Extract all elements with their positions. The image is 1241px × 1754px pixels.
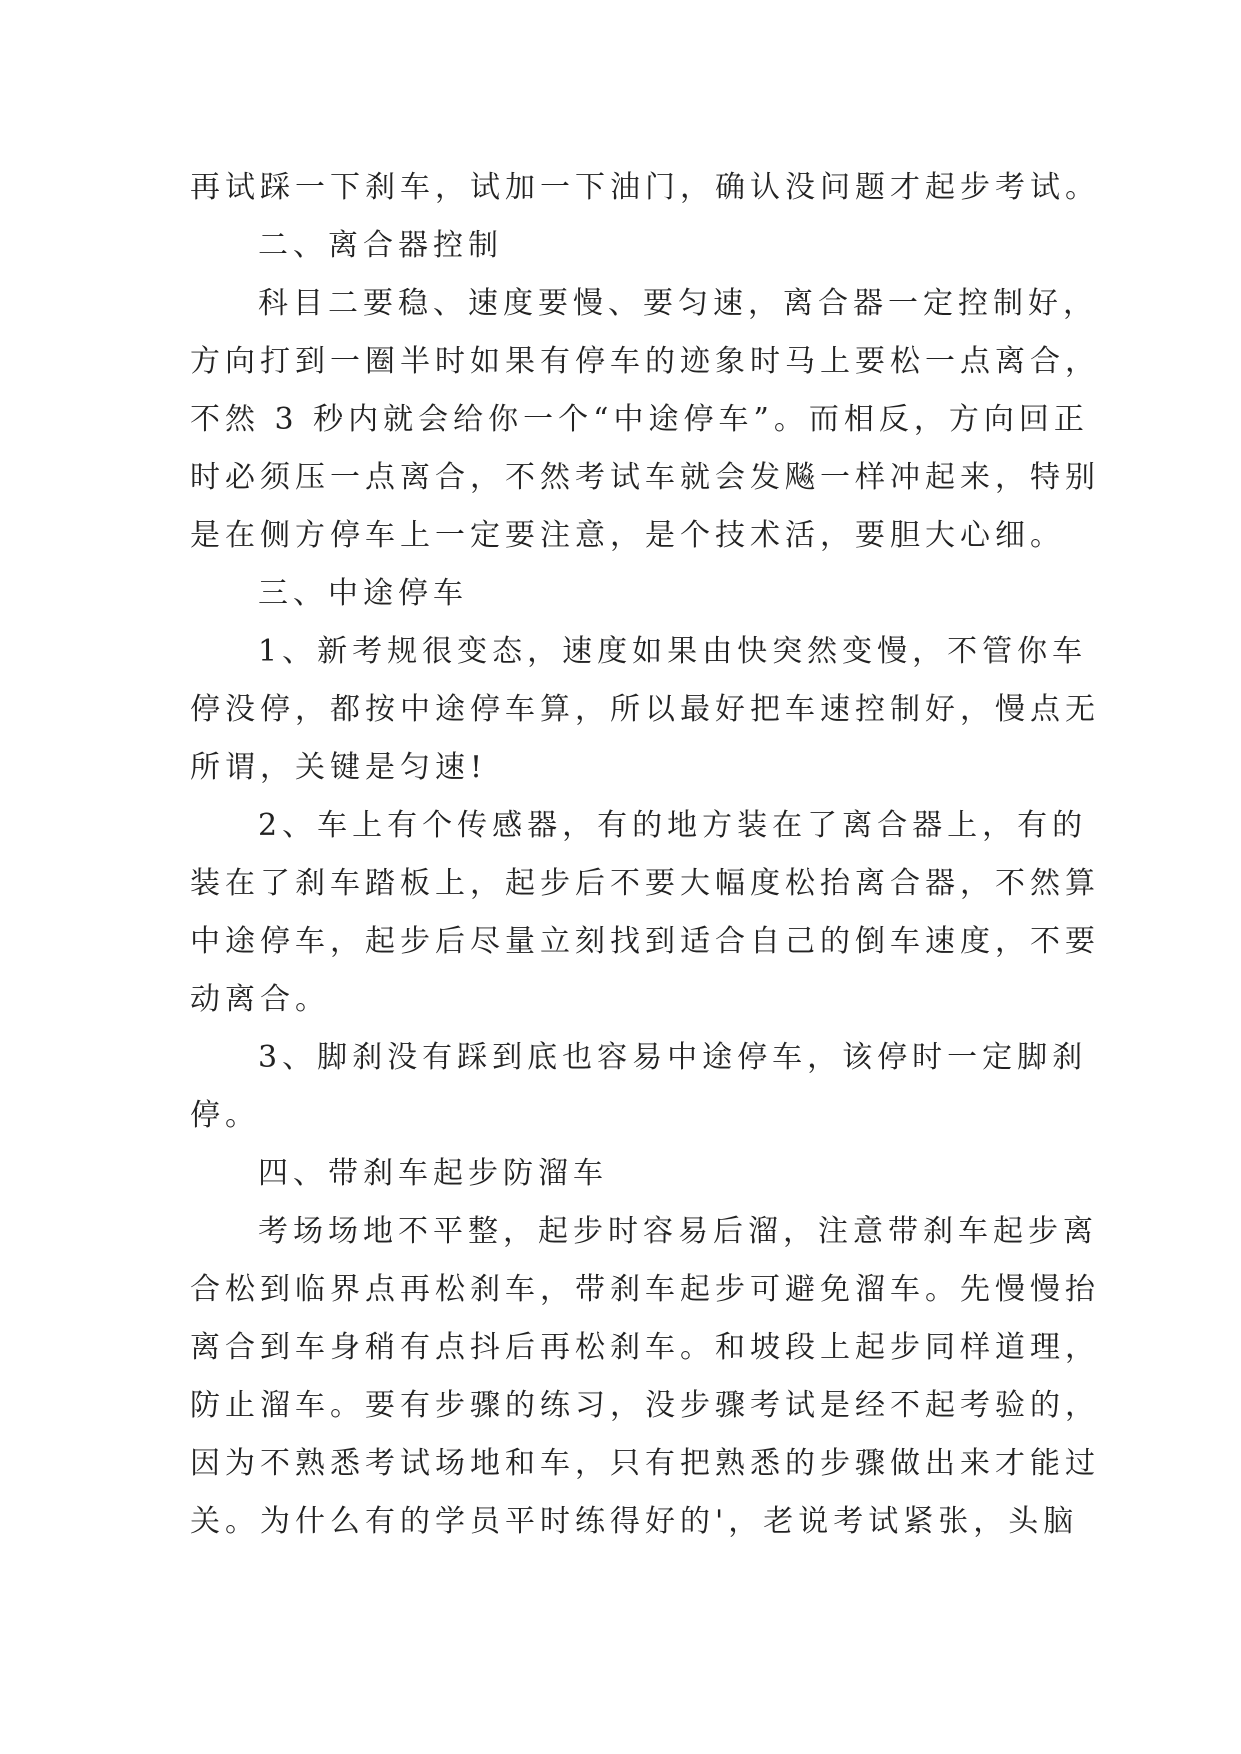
text-line: 关。为什么有的学员平时练得好的'，老说考试紧张，头脑 xyxy=(190,1504,1079,1539)
text-line: 2、车上有个传感器，有的地方装在了离合器上，有的 xyxy=(258,808,1088,843)
text-line: 方向打到一圈半时如果有停车的迹象时马上要松一点离合， xyxy=(190,344,1100,379)
text-line: 科目二要稳、速度要慢、要匀速，离合器一定控制好， xyxy=(258,286,1098,321)
text-line: 动离合。 xyxy=(190,982,330,1017)
section-heading: 四、带刹车起步防溜车 xyxy=(258,1156,608,1191)
text-line: 因为不熟悉考试场地和车，只有把熟悉的步骤做出来才能过 xyxy=(190,1446,1100,1481)
text-line: 是在侧方停车上一定要注意，是个技术活，要胆大心细。 xyxy=(190,518,1065,553)
text-line: 不然 3 秒内就会给你一个“中途停车”。而相反，方向回正 xyxy=(190,402,1089,437)
section-heading: 二、离合器控制 xyxy=(258,228,503,263)
text-line: 离合到车身稍有点抖后再松刹车。和坡段上起步同样道理， xyxy=(190,1330,1100,1365)
text-line: 防止溜车。要有步骤的练习，没步骤考试是经不起考验的， xyxy=(190,1388,1100,1423)
text-line: 所谓，关键是匀速! xyxy=(190,750,488,785)
text-line: 3、脚刹没有踩到底也容易中途停车，该停时一定脚刹 xyxy=(258,1040,1088,1075)
text-line: 时必须压一点离合，不然考试车就会发飚一样冲起来，特别 xyxy=(190,460,1100,495)
text-line: 中途停车，起步后尽量立刻找到适合自己的倒车速度，不要 xyxy=(190,924,1100,959)
text-line: 1、新考规很变态，速度如果由快突然变慢，不管你车 xyxy=(258,634,1088,669)
text-line: 装在了刹车踏板上，起步后不要大幅度松抬离合器，不然算 xyxy=(190,866,1100,901)
text-line: 考场场地不平整，起步时容易后溜，注意带刹车起步离 xyxy=(258,1214,1098,1249)
document-body xyxy=(190,159,1100,1551)
text-line: 合松到临界点再松刹车，带刹车起步可避免溜车。先慢慢抬 xyxy=(190,1272,1100,1307)
text-line: 停没停，都按中途停车算，所以最好把车速控制好，慢点无 xyxy=(190,692,1100,727)
text-line: 停。 xyxy=(190,1098,260,1133)
text-line: 再试踩一下刹车，试加一下油门，确认没问题才起步考试。 xyxy=(190,170,1100,205)
section-heading: 三、中途停车 xyxy=(258,576,468,611)
